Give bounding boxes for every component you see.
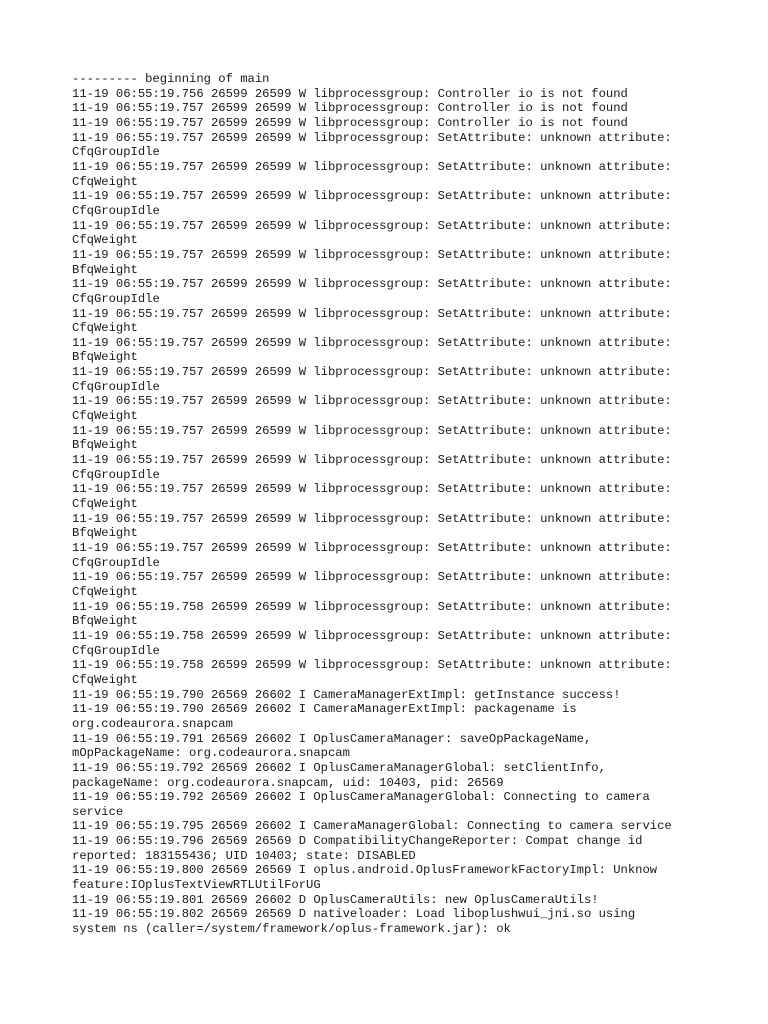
log-line: CfqGroupIdle <box>72 467 160 482</box>
log-line: 11-19 06:55:19.757 26599 26599 W libprocessgroup: SetAttribute: unknown attribute: <box>72 570 672 585</box>
log-line: CfqGroupIdle <box>72 145 160 160</box>
log-line: BfqWeight <box>72 526 138 541</box>
log-line: CfqGroupIdle <box>72 203 160 218</box>
log-line: 11-19 06:55:19.790 26569 26602 I CameraManagerExtImpl: getInstance success! <box>72 687 621 702</box>
log-line: 11-19 06:55:19.757 26599 26599 W libprocessgroup: SetAttribute: unknown attribute: <box>72 365 672 380</box>
log-line: 11-19 06:55:19.796 26569 26569 D CompatibilityChangeReporter: Compat change id <box>72 834 643 849</box>
log-line: 11-19 06:55:19.757 26599 26599 W libprocessgroup: SetAttribute: unknown attribute: <box>72 453 672 468</box>
log-line: 11-19 06:55:19.802 26569 26569 D nativeloader: Load liboplushwui_jni.so using <box>72 907 636 922</box>
log-line: 11-19 06:55:19.795 26569 26602 I CameraManagerGlobal: Connecting to camera service <box>72 819 672 834</box>
log-line: system ns (caller=/system/framework/oplus-framework.jar): ok <box>72 922 511 937</box>
log-line: 11-19 06:55:19.757 26599 26599 W libprocessgroup: SetAttribute: unknown attribute: <box>72 218 672 233</box>
log-line: packageName: org.codeaurora.snapcam, uid: 10403, pid: 26569 <box>72 775 504 790</box>
log-document <box>72 72 702 937</box>
log-line: 11-19 06:55:19.757 26599 26599 W libprocessgroup: SetAttribute: unknown attribute: <box>72 247 672 262</box>
log-line: BfqWeight <box>72 262 138 277</box>
log-line: CfqGroupIdle <box>72 379 160 394</box>
log-line: 11-19 06:55:19.792 26569 26602 I OplusCameraManagerGlobal: setClientInfo, <box>72 760 606 775</box>
log-line: BfqWeight <box>72 350 138 365</box>
log-line: BfqWeight <box>72 438 138 453</box>
log-line: reported: 183155436; UID 10403; state: DISABLED <box>72 848 416 863</box>
log-line: CfqWeight <box>72 233 138 248</box>
log-line: 11-19 06:55:19.801 26569 26602 D OplusCameraUtils: new OplusCameraUtils! <box>72 892 599 907</box>
log-line: 11-19 06:55:19.800 26569 26569 I oplus.android.OplusFrameworkFactoryImpl: Unknow <box>72 863 658 878</box>
log-line: 11-19 06:55:19.757 26599 26599 W libprocessgroup: SetAttribute: unknown attribute: <box>72 306 672 321</box>
log-line: 11-19 06:55:19.757 26599 26599 W libprocessgroup: SetAttribute: unknown attribute: <box>72 130 672 145</box>
log-line: 11-19 06:55:19.790 26569 26602 I CameraManagerExtImpl: packagename is <box>72 702 577 717</box>
log-line: 11-19 06:55:19.757 26599 26599 W libprocessgroup: SetAttribute: unknown attribute: <box>72 394 672 409</box>
log-line: 11-19 06:55:19.757 26599 26599 W libprocessgroup: SetAttribute: unknown attribute: <box>72 541 672 555</box>
log-line: CfqWeight <box>72 672 138 687</box>
log-line: 11-19 06:55:19.757 26599 26599 W libprocessgroup: SetAttribute: unknown attribute: <box>72 511 672 526</box>
log-line: 11-19 06:55:19.758 26599 26599 W libprocessgroup: SetAttribute: unknown attribute: <box>72 658 672 673</box>
log-line: CfqWeight <box>72 584 138 599</box>
log-line: CfqGroupIdle <box>72 643 160 658</box>
log-line: service <box>72 804 124 819</box>
log-line: 11-19 06:55:19.758 26599 26599 W libprocessgroup: SetAttribute: unknown attribute: <box>72 599 672 614</box>
log-line: CfqGroupIdle <box>72 555 160 570</box>
log-line: CfqWeight <box>72 497 138 512</box>
log-line: CfqWeight <box>72 321 138 336</box>
log-line: BfqWeight <box>72 614 138 629</box>
log-line: 11-19 06:55:19.756 26599 26599 W libprocessgroup: Controller io is not found <box>72 86 628 101</box>
log-line: feature:IOplusTextViewRTLUtilForUG <box>72 878 321 893</box>
log-line: 11-19 06:55:19.757 26599 26599 W libprocessgroup: SetAttribute: unknown attribute: <box>72 189 672 204</box>
log-line: 11-19 06:55:19.757 26599 26599 W libprocessgroup: Controller io is not found <box>72 115 628 130</box>
log-line: CfqWeight <box>72 174 138 189</box>
log-line: 11-19 06:55:19.757 26599 26599 W libprocessgroup: SetAttribute: unknown attribute: <box>72 423 672 438</box>
log-line: org.codeaurora.snapcam <box>72 716 233 731</box>
log-line: --------- beginning of main <box>72 72 270 86</box>
log-line: 11-19 06:55:19.792 26569 26602 I OplusCameraManagerGlobal: Connecting to camera <box>72 790 650 805</box>
log-line: 11-19 06:55:19.757 26599 26599 W libprocessgroup: SetAttribute: unknown attribute: <box>72 335 672 350</box>
log-line: 11-19 06:55:19.757 26599 26599 W libprocessgroup: SetAttribute: unknown attribute: <box>72 482 672 497</box>
log-line: 11-19 06:55:19.757 26599 26599 W libprocessgroup: Controller io is not found <box>72 101 628 116</box>
log-line: 11-19 06:55:19.757 26599 26599 W libprocessgroup: SetAttribute: unknown attribute: <box>72 159 672 174</box>
log-line: mOpPackageName: org.codeaurora.snapcam <box>72 746 350 761</box>
log-line: 11-19 06:55:19.791 26569 26602 I OplusCameraManager: saveOpPackageName, <box>72 731 592 746</box>
log-line: CfqWeight <box>72 409 138 424</box>
log-line: CfqGroupIdle <box>72 291 160 306</box>
log-line: 11-19 06:55:19.758 26599 26599 W libprocessgroup: SetAttribute: unknown attribute: <box>72 628 672 643</box>
log-line: 11-19 06:55:19.757 26599 26599 W libprocessgroup: SetAttribute: unknown attribute: <box>72 277 672 292</box>
